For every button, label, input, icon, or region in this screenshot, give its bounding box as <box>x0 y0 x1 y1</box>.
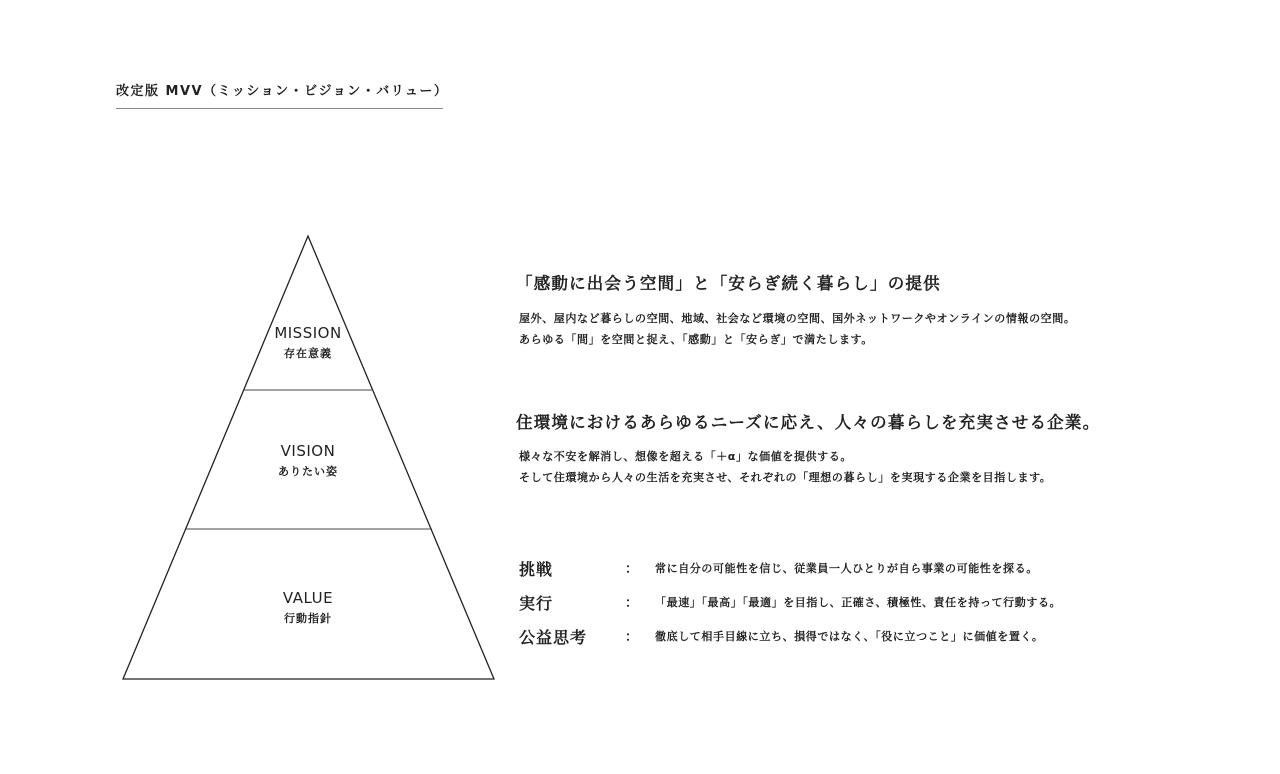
tier-value-label: VALUE <box>282 589 334 607</box>
value-colon: ： <box>625 596 639 611</box>
mission-heading: 「感動に出会う空間」と「安らぎ続く暮らし」の提供 <box>516 274 941 293</box>
vision-heading: 住環境におけるあらゆるニーズに応え、人々の暮らしを充実させる企業。 <box>516 413 1101 432</box>
tier-mission-label: MISSION <box>274 324 342 342</box>
pyramid-tier-value <box>208 589 408 626</box>
value-name: 公益思考 <box>519 628 588 647</box>
value-colon: ： <box>625 562 639 577</box>
value-name: 挑戦 <box>519 560 554 579</box>
value-name: 実行 <box>519 594 554 613</box>
vision-line-1: 様々な不安を解消し、想像を超える「＋α」な価値を提供する。 <box>519 450 852 463</box>
tier-value-sublabel: 行動指針 <box>284 612 332 625</box>
value-description: 常に自分の可能性を信じ、従業員一人ひとりが自ら事業の可能性を探る。 <box>655 562 1038 575</box>
pyramid-tier-mission <box>208 324 408 361</box>
value-colon: ： <box>625 630 639 645</box>
page-title: 改定版 MVV（ミッション・ビジョン・バリュー） <box>116 84 449 99</box>
value-description: 「最速」「最高」「最適」を目指し、正確さ、積極性、責任を持って行動する。 <box>655 596 1062 609</box>
value-description: 徹底して相手目線に立ち、損得ではなく、「役に立つこと」に価値を置く。 <box>655 630 1044 643</box>
vision-description <box>519 446 1051 488</box>
tier-mission-sublabel: 存在意義 <box>284 347 332 360</box>
tier-vision-label: VISION <box>280 442 336 460</box>
mission-description <box>519 308 1075 350</box>
mission-line-1: 屋外、屋内など暮らしの空間、地域、社会など環境の空間、国外ネットワークやオンラインの情報の空間。 <box>519 312 1076 325</box>
pyramid-tier-vision <box>208 442 408 479</box>
vision-line-2: そして住環境から人々の生活を充実させ、それぞれの「理想の暮らし」を実現する企業を目指します。 <box>519 471 1052 484</box>
mission-line-2: あらゆる「間」を空間と捉え、「感動」と「安らぎ」で満たします。 <box>519 333 873 346</box>
tier-vision-sublabel: ありたい姿 <box>278 465 338 478</box>
